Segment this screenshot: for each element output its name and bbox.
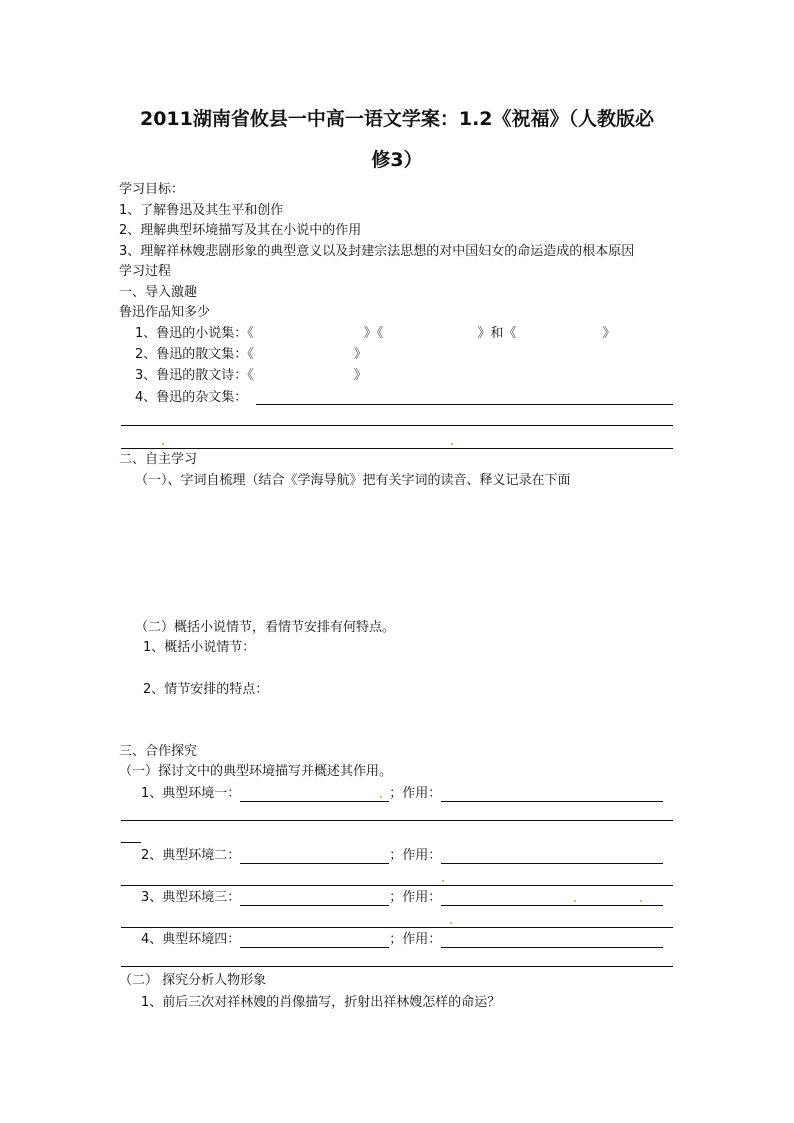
speck xyxy=(442,880,444,882)
question-portrait: 1、前后三次对祥林嫂的肖像描写，折射出祥林嫂怎样的命运？ xyxy=(141,995,501,1010)
question-label: 3、鲁迅的散文诗： xyxy=(135,368,248,383)
document-title-line1: 2011湖南省攸县一中高一语文学案：1.2《祝福》（人教版必 xyxy=(139,108,655,130)
answer-line xyxy=(121,966,673,967)
speck xyxy=(451,443,453,445)
answer-line xyxy=(121,927,673,928)
right-quote: 》 xyxy=(353,368,367,383)
environment-row xyxy=(141,786,663,802)
right-quote: 》 xyxy=(363,326,377,341)
speck xyxy=(380,796,382,798)
process-heading: 学习过程 xyxy=(119,264,172,279)
question-label: 2、鲁迅的散文集： xyxy=(135,347,248,362)
effect-label: ；作用： xyxy=(389,932,442,947)
question-prose-collections xyxy=(135,347,367,363)
right-quote: 》 xyxy=(602,326,616,341)
answer-line xyxy=(121,448,673,449)
section3-part2: （二） 探究分析人物形象 xyxy=(119,973,267,988)
environment-label: 2、典型环境二： xyxy=(141,848,241,863)
environment-label: 1、典型环境一： xyxy=(141,786,241,801)
left-quote: 《 xyxy=(376,326,384,341)
environment-row xyxy=(141,848,663,864)
left-quote: 《 xyxy=(247,347,254,362)
question-plot-features: 2、情节安排的特点： xyxy=(143,682,269,697)
speck xyxy=(640,900,642,902)
answer-line xyxy=(121,820,673,821)
section2-heading: 二、自主学习 xyxy=(119,452,198,467)
effect-label: ；作用： xyxy=(389,848,442,863)
effect-label: ；作用： xyxy=(389,890,442,905)
right-quote: 》 xyxy=(353,347,367,362)
objective-item: 2、理解典型环境描写及其在小说中的作用 xyxy=(119,223,362,238)
speck xyxy=(574,900,576,902)
left-quote: 《 xyxy=(503,326,517,341)
question-essay-collections: 4、鲁迅的杂文集： xyxy=(135,390,248,405)
objective-item: 3、理解祥林嫂悲剧形象的典型意义以及封建宗法思想的对中国妇女的命运造成的根本原因 xyxy=(119,244,635,259)
environment-row xyxy=(141,932,663,948)
answer-line xyxy=(121,425,673,426)
effect-label: ；作用： xyxy=(389,786,442,801)
objective-item: 1、了解鲁迅及其生平和创作 xyxy=(119,203,284,218)
section3-part1: （一）探讨文中的典型环境描写并概述其作用。 xyxy=(119,764,393,779)
speck xyxy=(162,443,164,445)
objectives-heading: 学习目标： xyxy=(119,182,185,197)
section2-part2: （二）概括小说情节，看情节安排有何特点。 xyxy=(135,620,396,635)
section1-subheading: 鲁迅作品知多少 xyxy=(119,305,211,320)
left-quote: 《 xyxy=(247,326,254,341)
environment-row xyxy=(141,890,663,906)
document-title-line2: 修3） xyxy=(371,149,423,171)
section3-heading: 三、合作探究 xyxy=(119,744,198,759)
answer-line xyxy=(121,885,673,886)
left-quote: 《 xyxy=(247,368,254,383)
question-plot-summary: 1、概括小说情节： xyxy=(143,640,256,655)
environment-label: 3、典型环境三： xyxy=(141,890,241,905)
section2-part1: （一）、字词自梳理（结合《学海导航》把有关字词的读音、释义记录在下面 xyxy=(135,473,571,488)
answer-line xyxy=(121,842,141,843)
section1-heading: 一、导入激趣 xyxy=(119,285,198,300)
question-novel-collections xyxy=(135,326,615,342)
right-quote: 》 xyxy=(477,326,491,341)
question-prose-poems xyxy=(135,368,367,384)
speck xyxy=(450,922,452,924)
answer-line xyxy=(256,404,673,405)
environment-label: 4、典型环境四： xyxy=(141,932,241,947)
question-label: 1、鲁迅的小说集： xyxy=(135,326,248,341)
and-word: 和 xyxy=(490,326,504,341)
